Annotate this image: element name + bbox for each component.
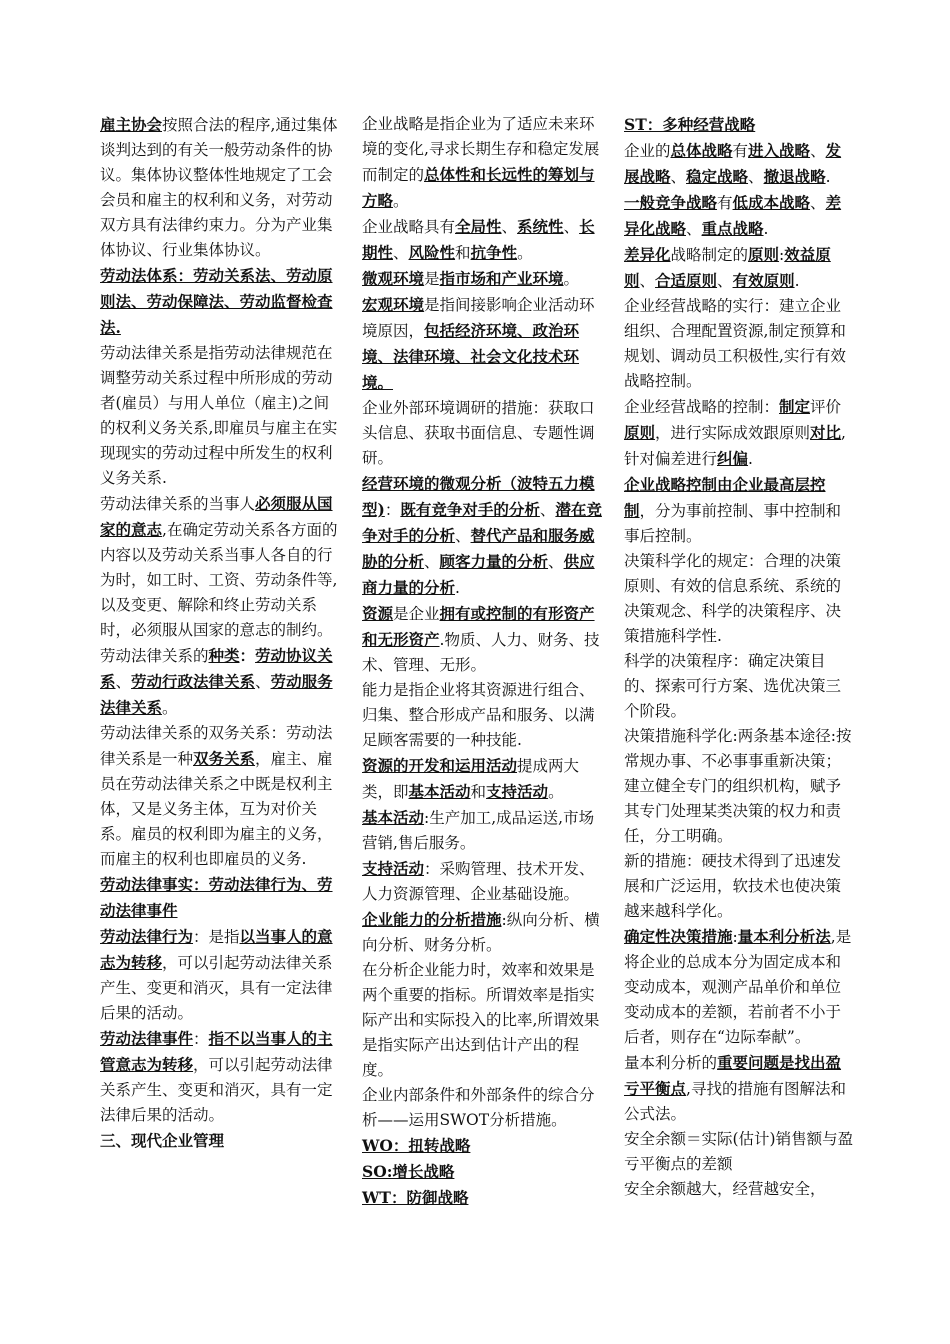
paragraph: [362, 856, 602, 907]
paragraph: [624, 138, 856, 190]
text-run: .: [825, 168, 831, 186]
text-run: 。: [563, 270, 580, 288]
underlined-term: 包括经济环境、政治环境、法律环境、社会文化技术环境。: [362, 321, 580, 392]
paragraph: [100, 341, 340, 491]
underlined-term: 劳动协议关系: [100, 646, 333, 691]
underlined-term: 潜在竞争对手的分析: [362, 500, 602, 545]
underlined-term: 基本活动: [408, 782, 471, 801]
paragraph: [624, 112, 856, 138]
text-run: ,在确定劳动关系各方面的内容以及劳动关系当事人各自的行为时，如工时、工资、劳动条件等,以及变更、解除和终止劳动关系时，必须服从国家的意志的制约。: [100, 521, 338, 639]
underlined-term: 系统性: [517, 217, 564, 236]
underlined-term: WT：防御战略: [362, 1188, 469, 1207]
text-column-1: [100, 112, 340, 1154]
paragraph: [624, 242, 856, 294]
underlined-term: 劳动行政法律关系: [131, 672, 256, 691]
paragraph: [362, 678, 602, 753]
text-run: 。: [162, 699, 178, 717]
paragraph: [100, 872, 340, 924]
underlined-term: 重点战略: [701, 219, 764, 238]
underlined-term: 原则: [624, 423, 656, 442]
text-run: 有: [732, 142, 749, 160]
paragraph: [362, 1133, 602, 1159]
text-run: 。: [548, 783, 564, 801]
underlined-term: 必须服从国家的意志: [100, 494, 333, 539]
underlined-term: 抗争性: [470, 243, 518, 262]
paragraph: [624, 724, 856, 849]
text-run: 有: [717, 194, 733, 212]
paragraph: [100, 263, 340, 341]
text-run: 决策措施科学化:两条基本途径:按常规办事、不必事事重新决策；建立健全专门的组织机构，赋予其专门处理某类决策的权力和责任，分工明确。: [624, 727, 852, 845]
text-run: 是指间接影响企业活动环境原因，: [362, 296, 595, 340]
paragraph: [362, 601, 602, 678]
text-run: 安全余额越大，经营越安全，: [624, 1180, 826, 1198]
underlined-term: 长期性: [362, 217, 595, 262]
text-run: 企业战略具有: [362, 218, 456, 236]
text-run: 战略制定的: [670, 246, 749, 264]
underlined-term: 宏观环境: [362, 295, 425, 314]
paragraph: [362, 1083, 602, 1133]
paragraph: [624, 1050, 856, 1127]
underlined-term: 原则: [748, 245, 780, 264]
paragraph: [100, 721, 340, 872]
underlined-term: 劳动法律事实：劳动法律行为、劳动法律事件: [100, 875, 333, 920]
underlined-term: 撤退战略: [763, 167, 826, 186]
underlined-term: 总体性和长远性的筹划与方略: [362, 165, 595, 210]
paragraph: [624, 472, 856, 549]
text-run: 、: [393, 244, 409, 262]
paragraph: [362, 805, 602, 856]
text-run: 、: [255, 673, 271, 691]
underlined-term: 量本利分析法: [737, 927, 831, 946]
underlined-term: 风险性: [408, 243, 456, 262]
underlined-term: 资源: [362, 604, 394, 623]
text-run: ：是指: [193, 928, 240, 946]
paragraph: [362, 214, 602, 266]
underlined-term: 支持活动: [362, 859, 425, 878]
underlined-term: 指市场和产业环境: [439, 269, 564, 288]
text-run: 。: [393, 192, 409, 210]
paragraph: [100, 1026, 340, 1128]
text-run: :: [779, 246, 785, 264]
paragraph: [624, 1177, 856, 1202]
underlined-term: 经营环境的微观分析（波特五力模型): [362, 474, 595, 519]
text-run: 和: [470, 783, 487, 801]
paragraph: [100, 491, 340, 643]
text-column-2: [362, 112, 602, 1211]
underlined-term: 双务关系: [193, 749, 256, 768]
underlined-term: 劳动服务法律关系: [100, 672, 333, 717]
text-run: ，可以引起劳动法律关系产生、变更和消灭，具有一定法律后果的活动。: [100, 1056, 333, 1124]
text-run: ,是将企业的总成本分为固定成本和变动成本，观测产品单价和单位变动成本的差额，若前者不小于后者，则存在“边际奉献”。: [624, 928, 852, 1046]
underlined-term: 顾客力量的分析: [439, 552, 549, 571]
underlined-term: WO：扭转战略: [362, 1136, 471, 1155]
text-run: 在分析企业能力时，效率和效果是两个重要的指标。所谓效率是指实际产出和实际投入的比率,所谓效果是指实际产出达到估计产出的程度。: [362, 961, 600, 1079]
underlined-term: 劳动法律事件: [100, 1029, 194, 1048]
underlined-term: 企业战略控制由企业最高层控制: [624, 475, 826, 520]
paragraph: [624, 849, 856, 924]
paragraph: [100, 1128, 340, 1154]
text-run: 劳动法律关系是指劳动法律规范在调整劳动关系过程中所形成的劳动者(雇员）与用人单位（雇主)之间的权利义务关系,即雇员与雇主在实现现实的劳动过程中所发生的权利义务关系.: [100, 344, 338, 487]
underlined-term: 低成本战略: [732, 193, 811, 212]
underlined-term: 总体战略: [670, 141, 733, 160]
underlined-term: 稳定战略: [686, 167, 749, 186]
paragraph: [624, 1127, 856, 1177]
bold-text: ：: [239, 646, 256, 665]
text-run: 安全余额＝实际(估计)销售额与盈亏平衡点的差额: [624, 1130, 854, 1173]
underlined-term: 制定: [779, 397, 811, 416]
underlined-term: 发展战略: [624, 141, 842, 186]
text-run: 劳动法律关系的双务关系：劳动法律关系是一种: [100, 724, 333, 768]
paragraph: [362, 1185, 602, 1211]
paragraph: [362, 292, 602, 396]
text-run: 。: [517, 244, 533, 262]
text-column-3: [624, 112, 856, 1202]
text-run: 、: [424, 553, 440, 571]
underlined-term: 以当事人的意志为转移: [100, 927, 333, 972]
underlined-term: 确定性决策措施: [624, 927, 733, 946]
text-run: 能力是指企业将其资源进行组合、归集、整合形成产品和服务、以满足顾客需要的一种技能.: [362, 681, 595, 749]
underlined-term: 差异化: [624, 245, 671, 264]
paragraph: [362, 112, 602, 214]
paragraph: [362, 753, 602, 805]
text-run: .: [748, 450, 753, 468]
text-run: .: [794, 272, 800, 290]
underlined-term: 基本活动: [362, 808, 425, 827]
text-run: 、: [539, 501, 556, 519]
paragraph: [362, 907, 602, 958]
bold-text: 三、现代企业管理: [100, 1131, 225, 1150]
underlined-term: 劳动法体系：劳动关系法、劳动原则法、劳动保障法、劳动监督检查法.: [100, 266, 333, 337]
underlined-term: 雇主协会: [100, 115, 163, 134]
text-run: 、: [686, 220, 702, 238]
text-run: 量本利分析的: [624, 1054, 718, 1072]
text-run: ：采购管理、技术开发、人力资源管理、企业基础设施。: [362, 860, 595, 903]
text-run: ,针对偏差进行: [624, 424, 846, 468]
text-run: 企业外部环境调研的措施：获取口头信息、获取书面信息、专题性调研。: [362, 399, 595, 467]
paragraph: [362, 471, 602, 601]
text-run: 科学的决策程序：确定决策目的、探索可行方案、选优决策三个阶段。: [624, 652, 842, 720]
text-run: 新的措施：硬技术得到了迅速发展和广泛运用，软技术也使决策越来越科学化。: [624, 852, 842, 920]
paragraph: [624, 190, 856, 242]
text-run: ，雇主、雇员在劳动法律关系之中既是权利主体，又是义务主体，互为对价关系。雇员的权利即为雇主的义务，而雇主的权利也即雇员的义务.: [100, 750, 333, 868]
text-run: 企业经营战略的实行：建立企业组织、合理配置资源,制定预算和规划、调动员工积极性,实行有效战略控制。: [624, 297, 846, 390]
text-run: 、: [810, 194, 826, 212]
underlined-term: 有效原则: [732, 271, 795, 290]
paragraph: [362, 396, 602, 471]
text-run: 是: [424, 270, 440, 288]
paragraph: [362, 266, 602, 292]
text-run: :纵向分析、横向分析、财务分析。: [362, 911, 600, 954]
paragraph: [624, 549, 856, 649]
underlined-term: 差异化战略: [624, 193, 842, 238]
underlined-term: 对比: [810, 423, 842, 442]
text-run: 、: [670, 168, 687, 186]
text-run: 提成两大类，即: [362, 757, 580, 801]
text-run: ：: [384, 501, 401, 519]
text-run: 、: [810, 142, 826, 160]
text-run: .: [455, 579, 460, 597]
underlined-term: 重要问题是找出盈亏平衡点: [624, 1053, 842, 1098]
underlined-term: 合适原则: [655, 271, 718, 290]
underlined-term: 纠偏: [717, 449, 749, 468]
underlined-term: ST：多种经营战略: [624, 115, 756, 134]
text-run: ，可以引起劳动法律关系产生、变更和消灭，具有一定法律后果的活动。: [100, 954, 333, 1022]
text-run: 企业经营战略的控制：: [624, 398, 780, 416]
text-run: 、: [548, 553, 564, 571]
underlined-term: 企业能力的分析措施: [362, 910, 502, 929]
text-run: ：: [193, 1030, 209, 1048]
underlined-term: 全局性: [455, 217, 502, 236]
text-run: 企业战略是指企业为了适应未来环境的变化,寻求长期生存和稳定发展而制定的: [362, 115, 600, 184]
text-run: .: [763, 220, 769, 238]
underlined-term: 进入战略: [748, 141, 811, 160]
paragraph: [100, 924, 340, 1026]
underlined-term: 微观环境: [362, 269, 425, 288]
paragraph: [624, 649, 856, 724]
paragraph: [100, 643, 340, 721]
paragraph: [362, 958, 602, 1083]
underlined-term: 劳动法律行为: [100, 927, 194, 946]
text-run: 、: [748, 168, 764, 186]
paragraph: [624, 394, 856, 472]
text-run: 劳动法律关系的当事人: [100, 495, 256, 513]
text-run: 企业的: [624, 142, 671, 160]
paragraph: [624, 294, 856, 394]
text-run: 、: [455, 527, 471, 545]
text-run: ，分为事前控制、事中控制和事后控制。: [624, 502, 842, 545]
underlined-term: 一般竞争战略: [624, 193, 718, 212]
text-run: 按照合法的程序,通过集体谈判达到的有关一般劳动条件的协议。集体协议整体性地规定了工会会员和雇主的权利和义务，对劳动双方具有法律约束力。分为产业集体协议、行业集体协议。: [100, 116, 338, 259]
text-run: 、: [563, 218, 580, 236]
text-run: 、: [717, 272, 733, 290]
underlined-term: 拥有或控制的有形资产和无形资产: [362, 604, 595, 649]
text-run: 、: [115, 673, 132, 691]
paragraph: [624, 924, 856, 1050]
paragraph: [362, 1159, 602, 1185]
text-run: 企业内部条件和外部条件的综合分析——运用SWOT分析措施。: [362, 1086, 595, 1129]
text-run: 、: [639, 272, 656, 290]
text-run: ，进行实际成效跟原则: [655, 424, 811, 442]
underlined-term: 指不以当事人的主管意志为转移: [100, 1029, 333, 1074]
underlined-term: 既有竞争对手的分析: [400, 500, 540, 519]
underlined-term: 资源的开发和运用活动: [362, 756, 518, 775]
text-run: :: [732, 928, 738, 946]
text-run: 评价: [810, 398, 842, 416]
text-run: :生产加工,成品运送,市场营销,售后服务。: [362, 809, 595, 852]
paragraph: [100, 112, 340, 263]
underlined-term: SO:增长战略: [362, 1162, 455, 1181]
text-run: 、: [501, 218, 518, 236]
text-run: 是企业: [393, 605, 440, 623]
text-run: 决策科学化的规定：合理的决策原则、有效的信息系统、系统的决策观念、科学的决策程序、决策措施科学性.: [624, 552, 842, 645]
text-run: .物质、人力、财务、技术、管理、无形。: [362, 631, 600, 674]
text-run: ,寻找的措施有图解法和公式法。: [624, 1080, 846, 1123]
text-run: 劳动法律关系的: [100, 647, 209, 665]
underlined-term: 种类: [208, 646, 240, 665]
underlined-term: 替代产品和服务威胁的分析: [362, 526, 595, 571]
text-run: 和: [455, 244, 471, 262]
underlined-term: 支持活动: [486, 782, 549, 801]
underlined-term: 供应商力量的分析: [362, 552, 595, 597]
underlined-term: 效益原则: [624, 245, 831, 290]
